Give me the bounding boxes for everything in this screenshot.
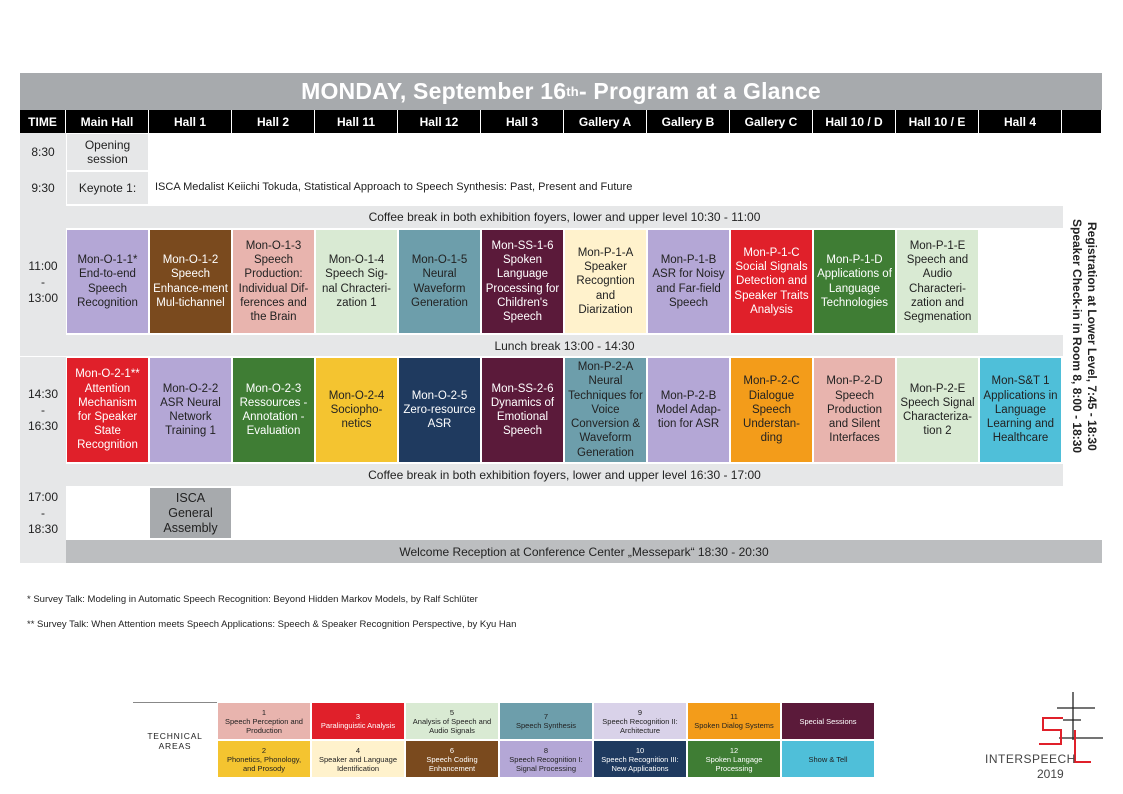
technical-areas-label: TECHNICAL AREAS bbox=[133, 702, 217, 778]
time-1100: 11:00 - 13:00 bbox=[20, 229, 66, 334]
keynote-label: Keynote 1: bbox=[66, 171, 149, 205]
legend-bottom-2 bbox=[311, 740, 405, 778]
legend-top-6 bbox=[687, 702, 781, 740]
welcome-reception: Welcome Reception at Conference Center „Messepark“ 18:30 - 20:30 bbox=[66, 540, 1102, 563]
legend-number: 11 bbox=[730, 712, 738, 721]
legend-label: Phonetics, Phonology, and Prosody bbox=[226, 754, 302, 773]
header-time: TIME bbox=[20, 110, 66, 133]
time-blank-3 bbox=[20, 463, 66, 487]
afternoon-session-9: Mon-P-2-C Dialogue Speech Understan-ding bbox=[730, 357, 813, 463]
morning-session-8: Mon-P-1-B ASR for Noisy and Far-field Speech bbox=[647, 229, 730, 334]
morning-session-4: Mon-O-1-4 Speech Sig-nal Chracteri-zation 1 bbox=[315, 229, 398, 334]
registration-sidebar bbox=[1065, 206, 1103, 466]
afternoon-session-5: Mon-O-2-5 Zero-resource ASR bbox=[398, 357, 481, 463]
title-rest: - Program at a Glance bbox=[578, 78, 821, 104]
legend-number: 2 bbox=[261, 745, 267, 755]
isca-general-assembly: ISCA General Assembly bbox=[149, 487, 232, 539]
legend-number: 12 bbox=[729, 745, 739, 755]
header-gallery-c: Gallery C bbox=[730, 110, 813, 133]
legend-bottom-4 bbox=[499, 740, 593, 778]
header-hall-1: Hall 1 bbox=[149, 110, 232, 133]
legend-label: Spoken Dialog Systems bbox=[694, 721, 774, 730]
footnote-1: * Survey Talk: Modeling in Automatic Speech Recognition: Beyond Hidden Markov Models, by Ralf Schlüter bbox=[27, 594, 478, 605]
header-gallery-a: Gallery A bbox=[564, 110, 647, 133]
legend-label: Analysis of Speech and Audio Signals bbox=[412, 716, 492, 735]
legend-label: Speech Recognition III: New Applications bbox=[601, 754, 679, 773]
time-blank-1 bbox=[20, 205, 66, 229]
morning-session-11: Mon-P-1-E Speech and Audio Characteri-zation and Segmenation bbox=[896, 229, 979, 334]
keynote-text: ISCA Medalist Keiichi Tokuda, Statistical Approach to Speech Synthesis: Past, Present and Future bbox=[155, 181, 633, 193]
morning-session-9: Mon-P-1-C Social Signals Detection and Speaker Traits Analysis bbox=[730, 229, 813, 334]
legend-label: Speaker and Language Identification bbox=[319, 754, 397, 773]
morning-session-5: Mon-O-1-5 Neural Waveform Generation bbox=[398, 229, 481, 334]
morning-session-10: Mon-P-1-D Applications of Language Technologies bbox=[813, 229, 896, 334]
legend-label: Speech Perception and Production bbox=[225, 716, 303, 735]
legend-number: 8 bbox=[543, 745, 549, 755]
legend-number: 9 bbox=[637, 707, 643, 717]
header-hall-10-e: Hall 10 / E bbox=[896, 110, 979, 133]
legend-number: 4 bbox=[355, 745, 361, 755]
morning-session-2: Mon-O-1-2 Speech Enhance-ment Mul-tichannel bbox=[149, 229, 232, 334]
afternoon-session-1: Mon-O-2-1** Attention Mechanism for Speaker State Recognition bbox=[66, 357, 149, 463]
afternoon-session-2: Mon-O-2-2 ASR Neural Network Training 1 bbox=[149, 357, 232, 463]
opening-session: Opening session bbox=[66, 133, 149, 171]
legend-bottom-1 bbox=[217, 740, 311, 778]
legend-bottom-6 bbox=[687, 740, 781, 778]
logo-year: 2019 bbox=[1037, 767, 1064, 781]
header-hall-3: Hall 3 bbox=[481, 110, 564, 133]
legend-top-2 bbox=[311, 702, 405, 740]
header-hall-2: Hall 2 bbox=[232, 110, 315, 133]
header-main-hall: Main Hall bbox=[66, 110, 149, 133]
legend-number: 7 bbox=[543, 712, 549, 721]
legend-label: Special Sessions bbox=[799, 716, 857, 726]
coffee-break-1: Coffee break in both exhibition foyers, lower and upper level 10:30 - 11:00 bbox=[66, 206, 1063, 228]
legend-number: 3 bbox=[355, 712, 361, 721]
speaker-checkin-text: Speaker Check-in in Room 8, 8:00 - 18:30 bbox=[1070, 218, 1084, 454]
title-main: MONDAY, September 16 bbox=[301, 78, 567, 104]
legend-label: Speech Coding Enhancement bbox=[426, 754, 478, 773]
legend-number: 10 bbox=[635, 745, 645, 755]
time-blank-4 bbox=[20, 539, 66, 563]
afternoon-session-4: Mon-O-2-4 Sociopho-netics bbox=[315, 357, 398, 463]
coffee-break-2: Coffee break in both exhibition foyers, lower and upper level 16:30 - 17:00 bbox=[66, 464, 1063, 486]
morning-session-6: Mon-SS-1-6 Spoken Language Processing for Children's Speech bbox=[481, 229, 564, 334]
header-hall-10-d: Hall 10 / D bbox=[813, 110, 896, 133]
morning-session-1: Mon-O-1-1* End-to-end Speech Recognition bbox=[66, 229, 149, 334]
legend-top-1 bbox=[217, 702, 311, 740]
time-930: 9:30 bbox=[20, 171, 66, 205]
legend-number: 1 bbox=[261, 707, 267, 717]
legend-bottom-5 bbox=[593, 740, 687, 778]
legend-label: Speech Recognition I: Signal Processing bbox=[509, 754, 583, 773]
header-hall-4: Hall 4 bbox=[979, 110, 1062, 133]
logo-name: INTERSPEECH bbox=[985, 752, 1076, 766]
afternoon-session-12: Mon-S&T 1 Applications in Language Learning and Healthcare bbox=[979, 357, 1062, 463]
time-1700: 17:00 - 18:30 bbox=[20, 487, 66, 539]
morning-session-3: Mon-O-1-3 Speech Production: Individual Dif-ferences and the Brain bbox=[232, 229, 315, 334]
time-830: 8:30 bbox=[20, 133, 66, 171]
legend-label: Paralinguistic Analysis bbox=[320, 721, 396, 730]
afternoon-session-6: Mon-SS-2-6 Dynamics of Emotional Speech bbox=[481, 357, 564, 463]
legend-number: 5 bbox=[449, 707, 455, 717]
afternoon-session-7: Mon-P-2-A Neural Techniques for Voice Conversion & Waveform Generation bbox=[564, 357, 647, 463]
legend-label: Show & Tell bbox=[808, 754, 848, 764]
legend-top-3 bbox=[405, 702, 499, 740]
legend-label: Speech Synthesis bbox=[515, 721, 577, 730]
legend-top-4 bbox=[499, 702, 593, 740]
afternoon-session-8: Mon-P-2-B Model Adap-tion for ASR bbox=[647, 357, 730, 463]
lunch-break: Lunch break 13:00 - 14:30 bbox=[66, 335, 1063, 356]
time-blank-2 bbox=[20, 334, 66, 356]
legend-bottom-3 bbox=[405, 740, 499, 778]
morning-session-7: Mon-P-1-A Speaker Recogntion and Diarization bbox=[564, 229, 647, 334]
legend-bottom-7 bbox=[781, 740, 875, 778]
footnote-2: ** Survey Talk: When Attention meets Speech Applications: Speech & Speaker Recognition Perspective, by Kyu Han bbox=[27, 619, 517, 630]
afternoon-session-11: Mon-P-2-E Speech Signal Characteriza-tion 2 bbox=[896, 357, 979, 463]
legend-top-5 bbox=[593, 702, 687, 740]
header-hall-12: Hall 12 bbox=[398, 110, 481, 133]
legend-label: Spoken Langage Processing bbox=[705, 754, 763, 773]
page-title: MONDAY, September 16 th - Program at a Glance bbox=[20, 73, 1102, 110]
legend-label: Speech Recognition II: Architecture bbox=[602, 716, 678, 735]
time-1430: 14:30 - 16:30 bbox=[20, 357, 66, 463]
legend-top-7 bbox=[781, 702, 875, 740]
header-filler bbox=[1062, 110, 1102, 133]
afternoon-session-3: Mon-O-2-3 Ressources - Annotation - Evaluation bbox=[232, 357, 315, 463]
header-gallery-b: Gallery B bbox=[647, 110, 730, 133]
header-hall-11: Hall 11 bbox=[315, 110, 398, 133]
registration-text: Registration at Lower Level, 7:45 - 18:30 bbox=[1085, 221, 1099, 451]
interspeech-logo bbox=[985, 690, 1105, 785]
legend-number: 6 bbox=[449, 745, 455, 755]
afternoon-session-10: Mon-P-2-D Speech Production and Silent Interfaces bbox=[813, 357, 896, 463]
